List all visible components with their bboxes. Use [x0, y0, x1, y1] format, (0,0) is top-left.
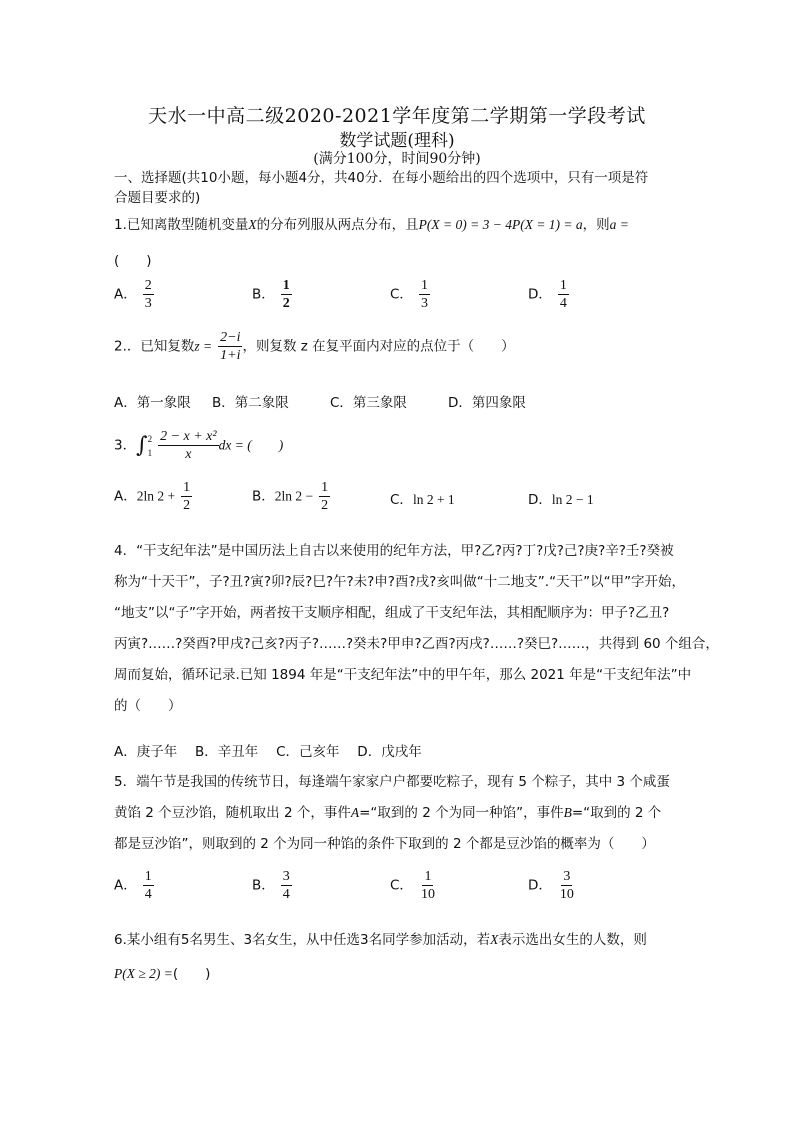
q4-line-5: 周而复始，循环记录.已知 1894 年是“干支纪年法”中的甲午年，那么 2021 年是“干支纪年法”中 [114, 667, 692, 683]
q5-option-b: B． $\frac{3}{4}$ [252, 869, 290, 902]
q1-bracket: ( ) [114, 253, 152, 269]
exam-note: (满分100分，时间90分钟) [313, 151, 481, 167]
q6-line-2: P(X ≥ 2) =( ) [114, 966, 211, 982]
q3-option-d: D．ln 2 − 1 [528, 492, 594, 508]
q5-line-2: 黄馅 2 个豆沙馅，随机取出 2 个，事件A=“取到的 2 个为同一种馅”，事件B=“取到的 2 个 [114, 805, 662, 821]
q5-option-a: A． $\frac{1}{4}$ [114, 869, 152, 902]
q1-expr2: a = [609, 217, 629, 232]
q1-option-c: C． $\frac{1}{3}$ [390, 278, 428, 311]
q4-line-6: 的（ ） [114, 698, 182, 714]
q1-option-a: A． $\frac{2}{3}$ [114, 278, 152, 311]
q4-line-1: 4．“干支纪年法”是中国历法上自古以来使用的纪年方法，甲?乙?丙?丁?戊?己?庚?辛?壬?癸被 [114, 543, 674, 559]
q3-option-b: B．2ln 2 − $\frac{1}{2}$ [252, 480, 329, 513]
question-1 [114, 213, 629, 233]
q1-text3: ，则 [582, 217, 610, 233]
q1-expr: P(X = 0) = 3 − 4P(X = 1) = a [418, 217, 583, 232]
q1-option-d: D． $\frac{1}{4}$ [528, 278, 567, 311]
q4-line-2: 称为“十天干”，子?丑?寅?卯?辰?巳?午?未?申?酉?戌?亥叫做“十二地支”.“天干”以“甲”字开始， [114, 574, 686, 590]
q4-line-3: “地支”以“子”字开始，两者按干支顺序相配，组成了干支纪年法，其相配顺序为：甲子?乙丑? [114, 605, 670, 621]
q5-option-d: D． $\frac{3}{10}$ [528, 869, 574, 902]
q4-line-4: 丙寅?……?癸酉?甲戌?己亥?丙子?……?癸未?甲申?乙酉?丙戌?……?癸巳?……，共得到 60 个组合， [114, 636, 719, 652]
exam-title: 天水一中高二级2020-2021学年度第二学期第一学段考试 [148, 105, 646, 127]
q2-option-b: B．第二象限 [212, 395, 289, 411]
q1-option-b: B． $\frac{1}{2}$ [252, 278, 290, 311]
q1-text2: 的分布列服从两点分布，且 [256, 217, 419, 233]
q3-option-c: C．ln 2 + 1 [390, 492, 455, 508]
question-2: 2.．已知复数z = $\frac{2-i}{1+i}$ ，则复数 z 在复平面内对应的点位于（ ） [114, 330, 515, 363]
q2-option-a: A．第一象限 [114, 395, 191, 411]
q2-option-c: C．第三象限 [330, 395, 407, 411]
q1-var: X [248, 217, 257, 232]
section-heading-line1: 一、选择题(共10小题，每小题4分，共40分．在每小题给出的四个选项中，只有一项是符 [114, 170, 649, 186]
question-3: 3．∫ 2 1 $\frac{\text{2 − x + x²}}{x}$ dx = ( ) [114, 429, 284, 462]
q3-option-a: A．2ln 2 + $\frac{1}{2}$ [114, 480, 191, 513]
section-heading-line2: 合题目要求的) [114, 190, 201, 206]
q5-line-3: 都是豆沙馅”，则取到的 2 个为同一种馅的条件下取到的 2 个都是豆沙馅的概率为（ ） [114, 836, 655, 852]
question-6: 6.某小组有5名男生、3名女生，从中任选3名同学参加活动，若X表示选出女生的人数，则 [114, 932, 647, 948]
q5-line-1: 5．端午节是我国的传统节日，每逢端午家家户户都要吃粽子，现有 5 个粽子，其中 3 个咸蛋 [114, 774, 670, 790]
q5-option-c: C． $\frac{1}{10}$ [390, 869, 435, 902]
q4-options: A．庚子年 B．辛丑年 C．己亥年 D．戊戌年 [114, 744, 422, 760]
q2-option-d: D．第四象限 [448, 395, 526, 411]
exam-subtitle: 数学试题(理科) [339, 131, 455, 151]
q1-text: 1.已知离散型随机变量 [114, 217, 249, 233]
